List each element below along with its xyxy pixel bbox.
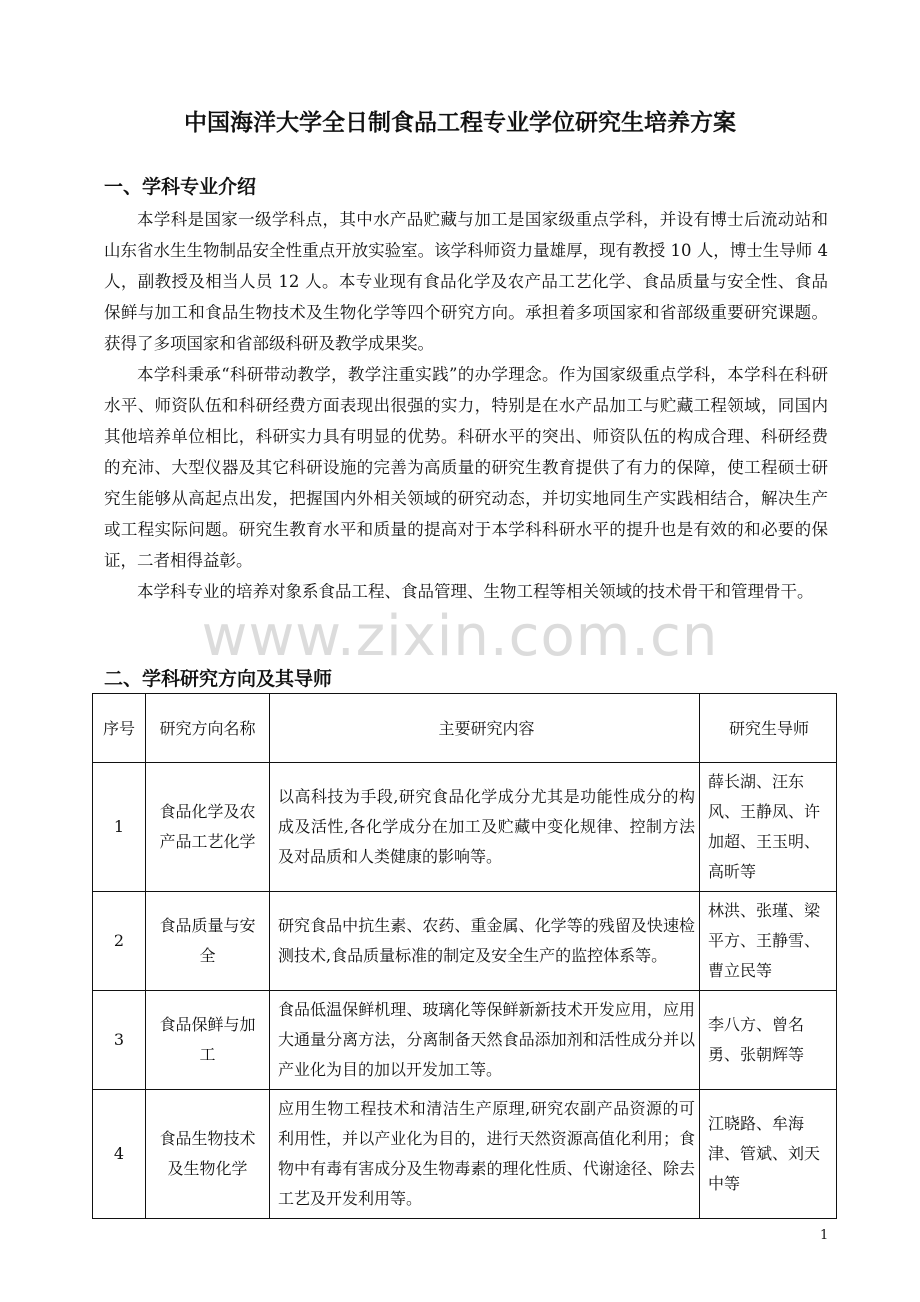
section-1-body bbox=[104, 204, 828, 607]
row-advisors: 林洪、张瑾、梁平方、王静雪、曹立民等 bbox=[700, 892, 837, 991]
watermark: www.zixin.com.cn bbox=[201, 604, 719, 669]
row-direction-name: 食品保鲜与加工 bbox=[146, 991, 270, 1090]
table-row bbox=[93, 763, 837, 892]
row-advisors: 李八方、曾名勇、张朝辉等 bbox=[700, 991, 837, 1090]
row-content: 食品低温保鲜机理、玻璃化等保鲜新新技术开发应用，应用大通量分离方法，分离制备天然食品添加剂和活性成分并以产业化为目的加以开发加工等。 bbox=[270, 991, 700, 1090]
table-row bbox=[93, 1090, 837, 1219]
document-title: 中国海洋大学全日制食品工程专业学位研究生培养方案 bbox=[184, 110, 736, 136]
research-directions-table bbox=[92, 693, 837, 1219]
section-1-paragraph-3: 本学科专业的培养对象系食品工程、食品管理、生物工程等相关领域的技术骨干和管理骨干。 bbox=[137, 582, 814, 601]
row-advisors: 江晓路、牟海津、管斌、刘天中等 bbox=[700, 1090, 837, 1219]
row-no: 4 bbox=[93, 1090, 146, 1219]
section-2-heading: 二、学科研究方向及其导师 bbox=[104, 668, 333, 690]
section-1-heading: 一、学科专业介绍 bbox=[104, 176, 257, 198]
row-direction-name: 食品化学及农产品工艺化学 bbox=[146, 763, 270, 892]
table-row bbox=[93, 991, 837, 1090]
row-direction-name: 食品生物技术及生物化学 bbox=[146, 1090, 270, 1219]
row-content: 应用生物工程技术和清洁生产原理,研究农副产品资源的可利用性，并以产业化为目的，进行天然资源高值化利用；食物中有毒有害成分及生物毒素的理化性质、代谢途径、除去工艺及开发利用等。 bbox=[270, 1090, 700, 1219]
row-content: 研究食品中抗生素、农药、重金属、化学等的残留及快速检测技术,食品质量标准的制定及安全生产的监控体系等。 bbox=[270, 892, 700, 991]
header-direction-name: 研究方向名称 bbox=[146, 694, 270, 763]
table-header-row bbox=[93, 694, 837, 763]
row-direction-name: 食品质量与安全 bbox=[146, 892, 270, 991]
header-content: 主要研究内容 bbox=[270, 694, 700, 763]
row-no: 3 bbox=[93, 991, 146, 1090]
row-no: 1 bbox=[93, 763, 146, 892]
row-no: 2 bbox=[93, 892, 146, 991]
section-1-paragraph-2: 本学科秉承“科研带动教学，教学注重实践”的办学理念。作为国家级重点学科，本学科在科研水平、师资队伍和科研经费方面表现出很强的实力，特别是在水产品加工与贮藏工程领域，同国内其他培养单位相比，科研实力具有明显的优势。科研水平的突出、师资队伍的构成合理、科研经费的充沛、大型仪器及其它科研设施的完善为高质量的研究生教育提供了有力的保障，使工程硕士研究生能够从高起点出发，把握国内外相关领域的研究动态，并切实地同生产实践相结合，解决生产或工程实际问题。研究生教育水平和质量的提高对于本学科科研水平的提升也是有效的和必要的保证，二者相得益彰。 bbox=[104, 365, 828, 570]
section-1-paragraph-1: 本学科是国家一级学科点，其中水产品贮藏与加工是国家级重点学科，并设有博士后流动站和山东省水生生物制品安全性重点开放实验室。该学科师资力量雄厚，现有教授 10 人，博士生导师 4 人，副教授及相当人员 12 人。本专业现有食品化学及农产品工艺化学、食品质量与安全性、食品保鲜与加工和食品生物技术及生物化学等四个研究方向。承担着多项国家和省部级重要研究课题。获得了多项国家和省部级科研及教学成果奖。 bbox=[104, 210, 828, 353]
row-content: 以高科技为手段,研究食品化学成分尤其是功能性成分的构成及活性,各化学成分在加工及贮藏中变化规律、控制方法及对品质和人类健康的影响等。 bbox=[270, 763, 700, 892]
header-no: 序号 bbox=[93, 694, 146, 763]
row-advisors: 薛长湖、汪东风、王静凤、许加超、王玉明、高昕等 bbox=[700, 763, 837, 892]
table-row bbox=[93, 892, 837, 991]
header-advisors: 研究生导师 bbox=[700, 694, 837, 763]
page-number: 1 bbox=[820, 1228, 829, 1243]
